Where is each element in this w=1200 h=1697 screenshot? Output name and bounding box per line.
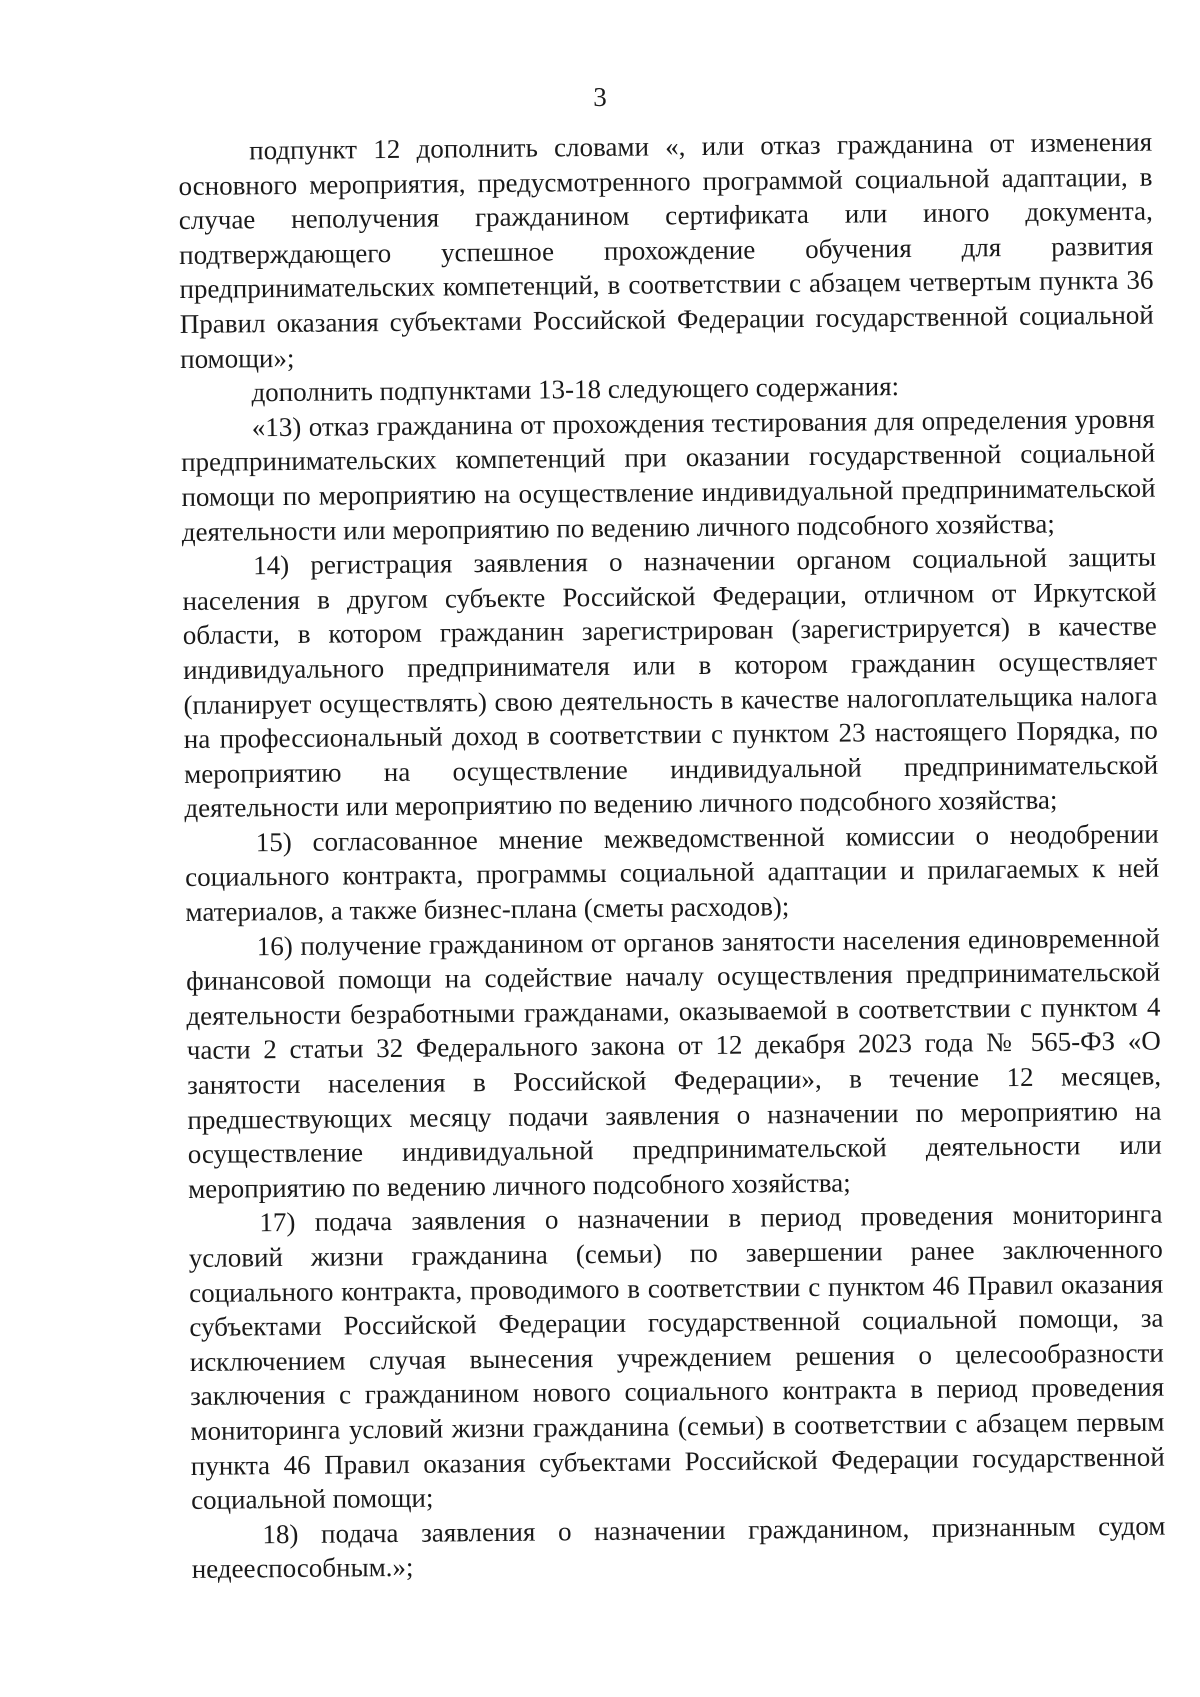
document-body <box>178 125 1166 1587</box>
paragraph-subitem-13: «13) отказ гражданина от прохождения тестирования для определения уровня предпринимательских компетенций при оказании государственной социальной помощи по мероприятию на осуществление индивидуальной предпринимательской деятельности или мероприятию по ведению личного подсобного хозяйства; <box>181 403 1156 547</box>
paragraph-subitem-14: 14) регистрация заявления о назначении органом социальной защиты населения в другом субъекте Российской Федерации, отличном от Иркутской области, в котором гражданин зарегистрирован (зарегистрируется) в качестве индивидуального предпринимателя или в котором гражданин осуществляет (планирует осуществлять) свою деятельность в качестве налогоплательщика налога на профессиональный доход в соответствии с пунктом 23 настоящего Порядка, по мероприятию на осуществление индивидуальной предпринимательской деятельности или мероприятию по ведению личного подсобного хозяйства; <box>182 541 1159 824</box>
paragraph-subitem-15: 15) согласованное мнение межведомственной комиссии о неодобрении социального контракта, программы социальной адаптации и прилагаемых к ней материалов, а также бизнес-плана (сметы расходов); <box>184 818 1160 928</box>
paragraph-subitem-18: 18) подача заявления о назначении гражданином, признанным судом недееспособным.»; <box>191 1510 1166 1585</box>
paragraph-subitem-16: 16) получение гражданином от органов занятости населения единовременной финансовой помощи на содействие началу осуществления предпринимательской деятельности безработными гражданами, оказываемой в соответствии с пунктом 4 части 2 статьи 32 Федерального закона от 12 декабря 2023 года № 565-ФЗ «О занятости населения в Российской Федерации», в течение 12 месяцев, предшествующих месяцу подачи заявления о назначении по мероприятию на осуществление индивидуальной предпринимательской деятельности или мероприятию по ведению личного подсобного хозяйства; <box>185 922 1162 1204</box>
paragraph-add-subitems-intro: дополнить подпунктами 13-18 следующего содержания: <box>251 371 900 408</box>
page-number: 3 <box>593 82 607 112</box>
paragraph-subitem-12-amendment: подпункт 12 дополнить словами «, или отказ гражданина от изменения основного мероприятия, предусмотренного программой социальной адаптации, в случае неполучения гражданином сертификата или иного документа, подтверждающего успешное прохождение обучения для развития предпринимательских компетенций, в соответствии с абзацем четвертым пункта 36 Правил оказания субъектами Российской Федерации государственной социальной помощи»; <box>178 126 1154 374</box>
paragraph-subitem-17: 17) подача заявления о назначении в период проведения мониторинга условий жизни гражданина (семьи) по завершении ранее заключенного социального контракта, проводимого в соответствии с пунктом 46 Правил оказания субъектами Российской Федерации государственной социальной помощи, за исключением случая вынесения учреждением решения о целесообразности заключения с гражданином нового социального контракта в период проведения мониторинга условий жизни гражданина (семьи) в соответствии с абзацем первым пункта 46 Правил оказания субъектами Российской Федерации государственной социальной помощи; <box>188 1199 1165 1516</box>
